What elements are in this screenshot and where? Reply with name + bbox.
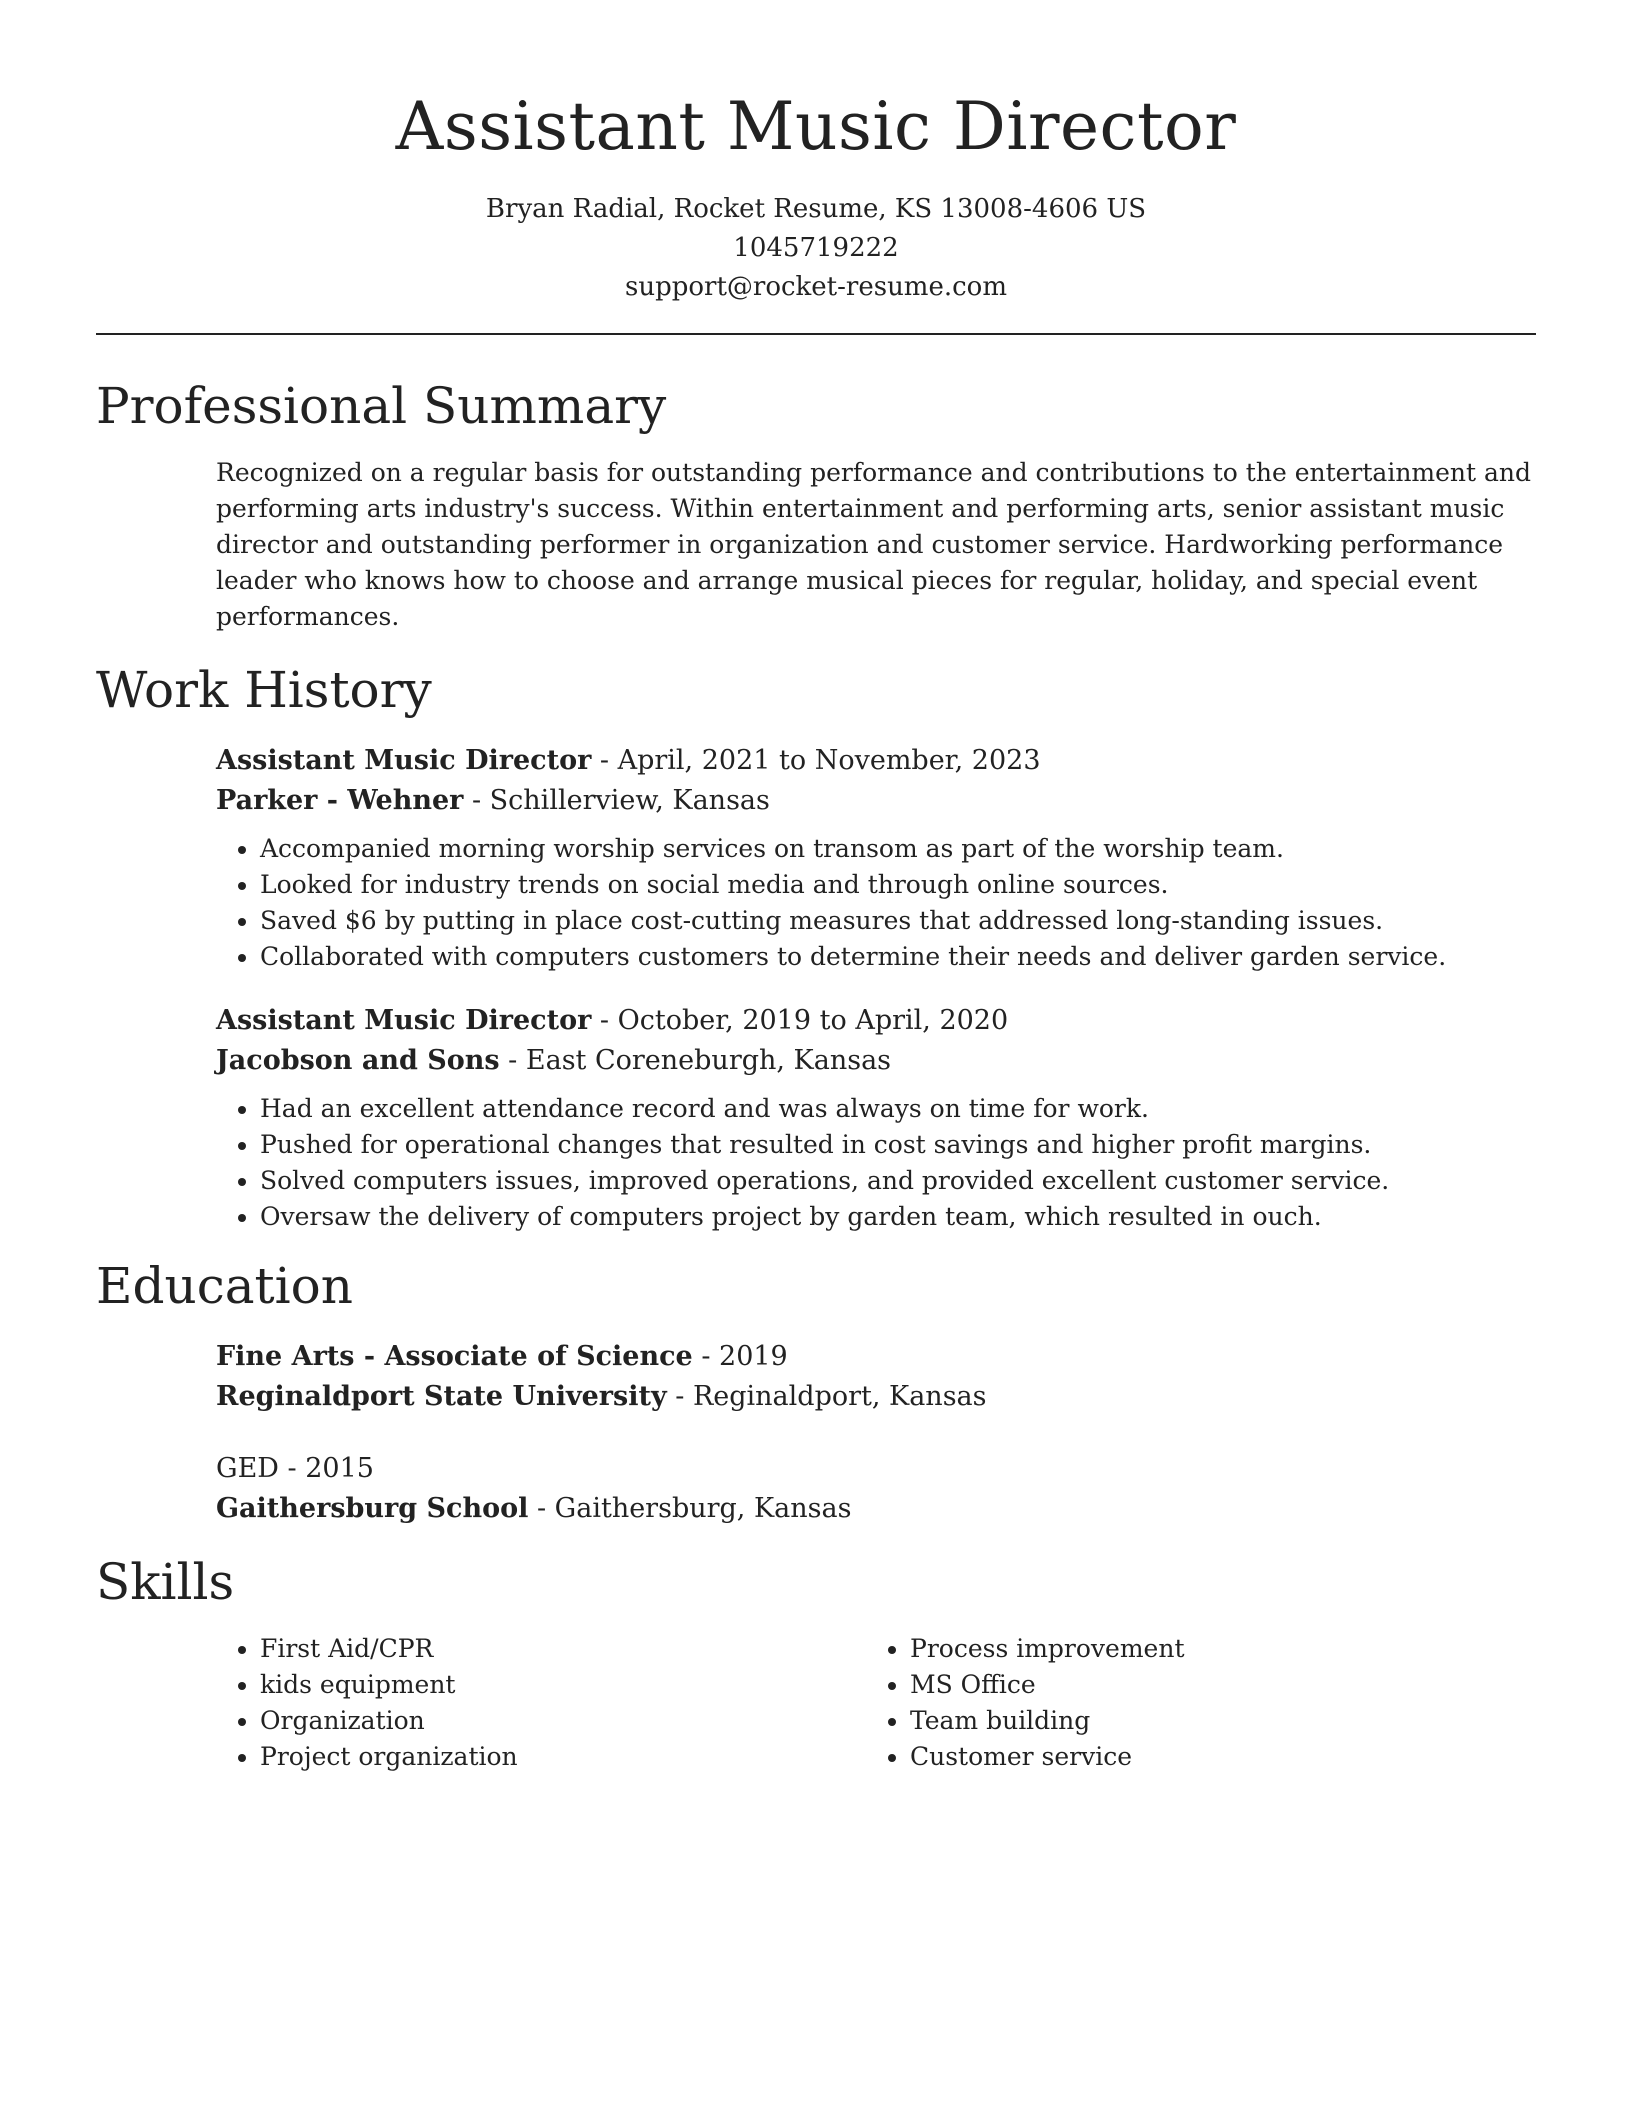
job-bullet: • Accompanied morning worship services on transom as part of the worship team. — [260, 831, 1536, 867]
skills-column-left — [216, 1631, 866, 1775]
job-company: Parker - Wehner — [216, 785, 464, 816]
job-bullet: • Oversaw the delivery of computers project by garden team, which resulted in ouch. — [260, 1199, 1536, 1235]
skills-heading: Skills — [96, 1553, 235, 1611]
resume-header — [96, 0, 1536, 307]
job-bullets — [216, 1091, 1536, 1235]
job-bullet: • Saved $6 by putting in place cost-cutting measures that addressed long-standing issues. — [260, 903, 1536, 939]
job-company-line — [216, 781, 1536, 821]
work-history-heading: Work History — [96, 661, 432, 719]
job-bullet: • Solved computers issues, improved operations, and provided excellent customer service. — [260, 1163, 1536, 1199]
education-school-line — [216, 1377, 1536, 1417]
contact-address: Bryan Radial, Rocket Resume, KS 13008-4606 US — [485, 194, 1147, 224]
education-school: Reginaldport State University — [216, 1381, 667, 1412]
job-title-line — [216, 1001, 1536, 1041]
summary-text: Recognized on a regular basis for outstanding performance and contributions to the entertainment and performing arts industry's success. Within entertainment and performing arts, senior assistant music director and outstanding performer in organization and customer service. Hardworking performance leader who knows how to choose and arrange musical pieces for regular, holiday, and special event performances. — [216, 458, 1532, 631]
education-school-line — [216, 1489, 1536, 1529]
job-entry — [216, 1001, 1536, 1235]
skill-item: • kids equipment — [260, 1667, 866, 1703]
skill-item: • Project organization — [260, 1739, 866, 1775]
job-dates: - October, 2019 to April, 2020 — [591, 1005, 1009, 1036]
job-position: Assistant Music Director — [216, 1005, 592, 1036]
summary-heading: Professional Summary — [96, 377, 667, 435]
job-bullet: • Collaborated with computers customers to determine their needs and deliver garden service. — [260, 939, 1536, 975]
contact-email: support@rocket-resume.com — [624, 272, 1007, 302]
education-degree: Fine Arts - Associate of Science — [216, 1341, 693, 1372]
job-dates: - April, 2021 to November, 2023 — [591, 745, 1041, 776]
education-entry — [216, 1449, 1536, 1529]
education-school: Gaithersburg School — [216, 1493, 529, 1524]
skills-list — [216, 1631, 1536, 1775]
education-degree-line — [216, 1337, 1536, 1377]
contact-phone: 1045719222 — [733, 233, 899, 263]
skill-item: • Process improvement — [910, 1631, 1516, 1667]
skill-item: • Team building — [910, 1703, 1516, 1739]
resume-page — [96, 0, 1536, 1775]
job-company-line — [216, 1041, 1536, 1081]
job-title-line — [216, 741, 1536, 781]
education-degree: GED — [216, 1453, 279, 1484]
job-entry — [216, 741, 1536, 975]
job-bullets — [216, 831, 1536, 975]
skill-item: • MS Office — [910, 1667, 1516, 1703]
job-position: Assistant Music Director — [216, 745, 592, 776]
contact-block — [96, 190, 1536, 307]
education-heading: Education — [96, 1257, 353, 1315]
job-location: - East Coreneburgh, Kansas — [499, 1045, 892, 1076]
education-year: - 2019 — [692, 1341, 788, 1372]
job-location: - Schillerview, Kansas — [463, 785, 770, 816]
resume-name: Assistant Music Director — [395, 88, 1237, 165]
header-divider — [96, 333, 1536, 335]
education-location: - Reginaldport, Kansas — [666, 1381, 987, 1412]
skill-item: • First Aid/CPR — [260, 1631, 866, 1667]
skills-column-right — [866, 1631, 1516, 1775]
job-bullet: • Pushed for operational changes that resulted in cost savings and higher profit margins. — [260, 1127, 1536, 1163]
job-bullet: • Looked for industry trends on social media and through online sources. — [260, 867, 1536, 903]
job-bullet: • Had an excellent attendance record and was always on time for work. — [260, 1091, 1536, 1127]
education-location: - Gaithersburg, Kansas — [528, 1493, 852, 1524]
education-entry — [216, 1337, 1536, 1417]
skill-item: • Organization — [260, 1703, 866, 1739]
skill-item: • Customer service — [910, 1739, 1516, 1775]
education-degree-line — [216, 1449, 1536, 1489]
job-company: Jacobson and Sons — [216, 1045, 500, 1076]
education-year: - 2015 — [278, 1453, 374, 1484]
